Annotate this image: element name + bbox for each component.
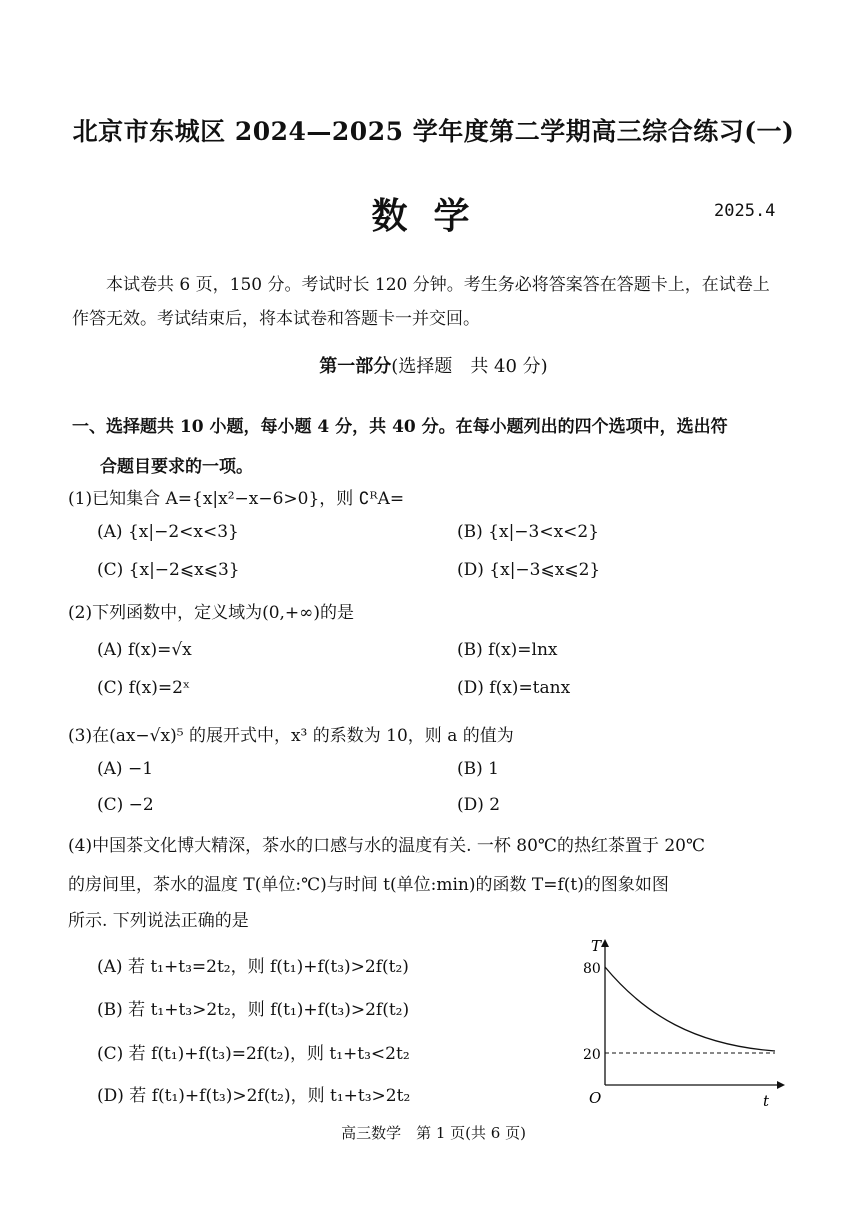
question-2-option-d: (D) f(x)=tanx (457, 678, 571, 698)
exam-date: 2025.4 (714, 201, 776, 221)
question-3-option-b: (B) 1 (457, 759, 499, 779)
tick-label-20: 20 (583, 1047, 601, 1063)
question-3-stem: (3)在(ax−√x)⁵ 的展开式中，x³ 的系数为 10，则 a 的值为 (68, 726, 514, 746)
question-4-stem-line-1: (4)中国茶文化博大精深，茶水的口感与水的温度有关. 一杯 80℃的热红茶置于 20℃ (68, 836, 705, 856)
question-4-option-d: (D) 若 f(t₁)+f(t₃)>2f(t₂)，则 t₁+t₃>2t₂ (97, 1086, 411, 1106)
x-axis-arrow (777, 1081, 785, 1089)
question-4-option-a: (A) 若 t₁+t₃=2t₂，则 f(t₁)+f(t₃)>2f(t₂) (97, 957, 409, 977)
question-2-option-c: (C) f(x)=2ˣ (97, 678, 191, 698)
exam-title: 北京市东城区 2024—2025 学年度第二学期高三综合练习(一) (72, 117, 795, 146)
question-1-stem: (1)已知集合 A={x|x²−x−6>0}，则 ∁ᴿA= (68, 489, 405, 509)
question-1-option-d: (D) {x|−3⩽x⩽2} (457, 560, 601, 580)
temperature-graph (565, 935, 785, 1110)
x-axis-label: t (763, 1092, 770, 1110)
tick-label-80: 80 (583, 961, 601, 977)
question-2-option-a: (A) f(x)=√x (97, 640, 192, 660)
section-heading (0, 352, 867, 378)
question-4-stem-line-3: 所示. 下列说法正确的是 (68, 911, 249, 931)
multiple-choice-instructions (72, 407, 782, 487)
question-4-option-b: (B) 若 t₁+t₃>2t₂，则 f(t₁)+f(t₃)>2f(t₂) (97, 1000, 410, 1020)
y-axis-label: T (591, 937, 602, 955)
y-axis-arrow (601, 939, 609, 947)
exam-instructions: 本试卷共 6 页，150 分。考试时长 120 分钟。考生务必将答案答在答题卡上，在试卷上作答无效。考试结束后，将本试卷和答题卡一并交回。 (72, 275, 770, 329)
question-3-option-c: (C) −2 (97, 795, 154, 815)
question-2-stem: (2)下列函数中，定义域为(0,+∞)的是 (68, 603, 354, 623)
cooling-curve (605, 967, 775, 1051)
section-title: 第一部分 (319, 356, 392, 377)
instructions-line-2: 合题目要求的一项。 (100, 457, 253, 477)
question-3-option-d: (D) 2 (457, 795, 501, 815)
section-note: (选择题 共 40 分) (391, 356, 548, 377)
question-2-option-b: (B) f(x)=lnx (457, 640, 558, 660)
page-footer: 高三数学 第 1 页(共 6 页) (341, 1124, 526, 1142)
question-1-option-a: (A) {x|−2<x<3} (97, 522, 239, 542)
question-3-option-a: (A) −1 (97, 759, 154, 779)
instructions-line-1: 一、选择题共 10 小题，每小题 4 分，共 40 分。在每小题列出的四个选项中，选出符 (72, 417, 728, 437)
question-1-option-c: (C) {x|−2⩽x⩽3} (97, 560, 240, 580)
question-4-option-c: (C) 若 f(t₁)+f(t₃)=2f(t₂)，则 t₁+t₃<2t₂ (97, 1044, 410, 1064)
question-1-option-b: (B) {x|−3<x<2} (457, 522, 600, 542)
question-4-stem-line-2: 的房间里，茶水的温度 T(单位:℃)与时间 t(单位:min)的函数 T=f(t)的图象如图 (68, 875, 669, 895)
subject-title: 数学 (371, 195, 496, 237)
origin-label: O (589, 1089, 602, 1107)
